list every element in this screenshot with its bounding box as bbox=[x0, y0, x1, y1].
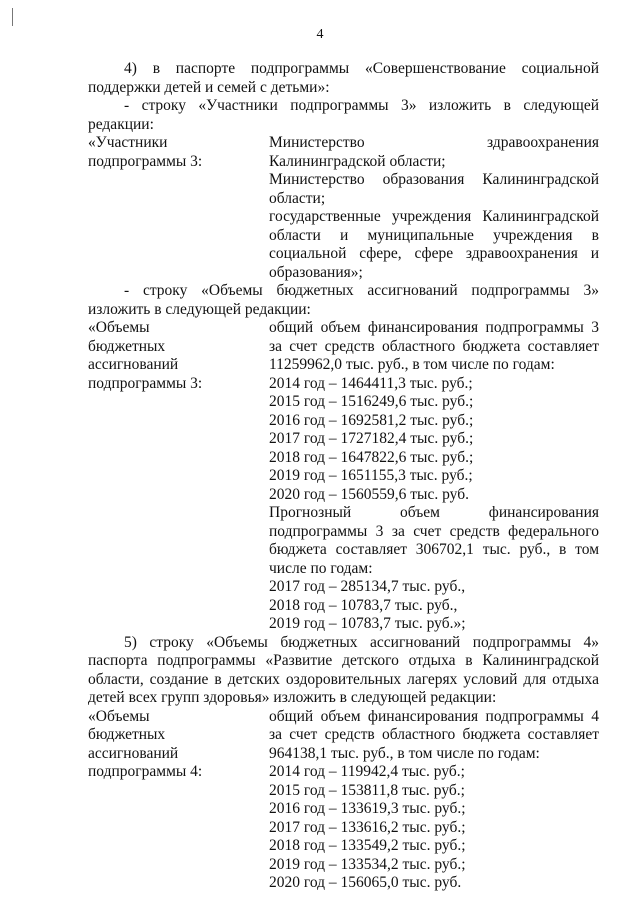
year-line: 2017 год – 133616,2 тыс. руб.; bbox=[269, 818, 466, 836]
page-number: 4 bbox=[316, 27, 324, 42]
volumes3-federal: Прогнозный объем финансирования подпрограммы 3 за счет средств федерального бюджета составляет 306702,1 тыс. руб., в том числе по годам: bbox=[269, 504, 599, 577]
participants-row bbox=[88, 134, 599, 282]
year-line: 2020 год – 156065,0 тыс. руб. bbox=[269, 874, 462, 891]
volumes4-row bbox=[88, 708, 599, 893]
year-line: 2016 год – 1692581,2 тыс. руб.; bbox=[269, 411, 474, 429]
participant-item: Министерство образования Калининградской области; bbox=[269, 171, 599, 207]
volumes4-total: общий объем финансирования подпрограммы 4 за счет средств областного бюджета составляет 964138,1 тыс. руб., в том числе по годам: bbox=[269, 707, 599, 762]
year-line: 2015 год – 153811,8 тыс. руб.; bbox=[269, 781, 465, 799]
participants-label: «Участники подпрограммы 3: bbox=[88, 134, 203, 170]
participant-item: Министерство здравоохранения Калининградской области; bbox=[269, 134, 599, 170]
volumes3-label: «Объемы бюджетных ассигнований подпрограммы 3: bbox=[88, 319, 203, 392]
year-line: 2019 год – 1651155,3 тыс. руб.; bbox=[269, 467, 473, 484]
year-line: 2014 год – 1464411,3 тыс. руб.; bbox=[269, 374, 473, 392]
volumes3-total: общий объем финансирования подпрограммы 3 за счет средств областного бюджета составляет 11259962,0 тыс. руб., в том числе по годам: bbox=[269, 319, 599, 373]
item4-bullet1: - строку «Участники подпрограммы 3» изложить в следующей редакции: bbox=[88, 97, 599, 133]
volumes3-row bbox=[88, 319, 599, 634]
year-line: 2018 год – 1647822,6 тыс. руб.; bbox=[269, 448, 474, 466]
federal-year-line: 2019 год – 10783,7 тыс. руб.»; bbox=[269, 615, 466, 632]
year-line: 2019 год – 133534,2 тыс. руб.; bbox=[269, 855, 466, 873]
item5-intro: 5) строку «Объемы бюджетных ассигнований подпрограммы 4» паспорта подпрограммы «Развитие детского отдыха в Калининградской области, создание в детских оздоровительных лагерях условий для отдыха детей всех групп здоровья» изложить в следующей редакции: bbox=[88, 633, 599, 706]
year-line: 2016 год – 133619,3 тыс. руб.; bbox=[269, 800, 466, 817]
federal-year-line: 2018 год – 10783,7 тыс. руб., bbox=[269, 596, 458, 614]
year-line: 2020 год – 1560559,6 тыс. руб. bbox=[269, 485, 469, 503]
year-line: 2017 год – 1727182,4 тыс. руб.; bbox=[269, 430, 474, 447]
item4-intro: 4) в паспорте подпрограммы «Совершенствование социальной поддержки детей и семей с детьми»: bbox=[88, 60, 599, 96]
year-line: 2018 год – 133549,2 тыс. руб.; bbox=[269, 837, 466, 854]
item4-bullet2: - строку «Объемы бюджетных ассигнований подпрограммы 3» изложить в следующей редакции: bbox=[88, 282, 599, 318]
participant-item: государственные учреждения Калининградской области и муниципальные учреждения в социальной сфере, сфере здравоохранения и образования»; bbox=[269, 208, 599, 281]
margin-mark bbox=[12, 8, 13, 26]
year-line: 2014 год – 119942,4 тыс. руб.; bbox=[269, 763, 465, 780]
year-line: 2015 год – 1516249,6 тыс. руб.; bbox=[269, 393, 474, 410]
document-body bbox=[88, 60, 599, 893]
volumes4-label: «Объемы бюджетных ассигнований подпрограммы 4: bbox=[88, 707, 203, 780]
federal-year-line: 2017 год – 285134,7 тыс. руб., bbox=[269, 578, 466, 595]
